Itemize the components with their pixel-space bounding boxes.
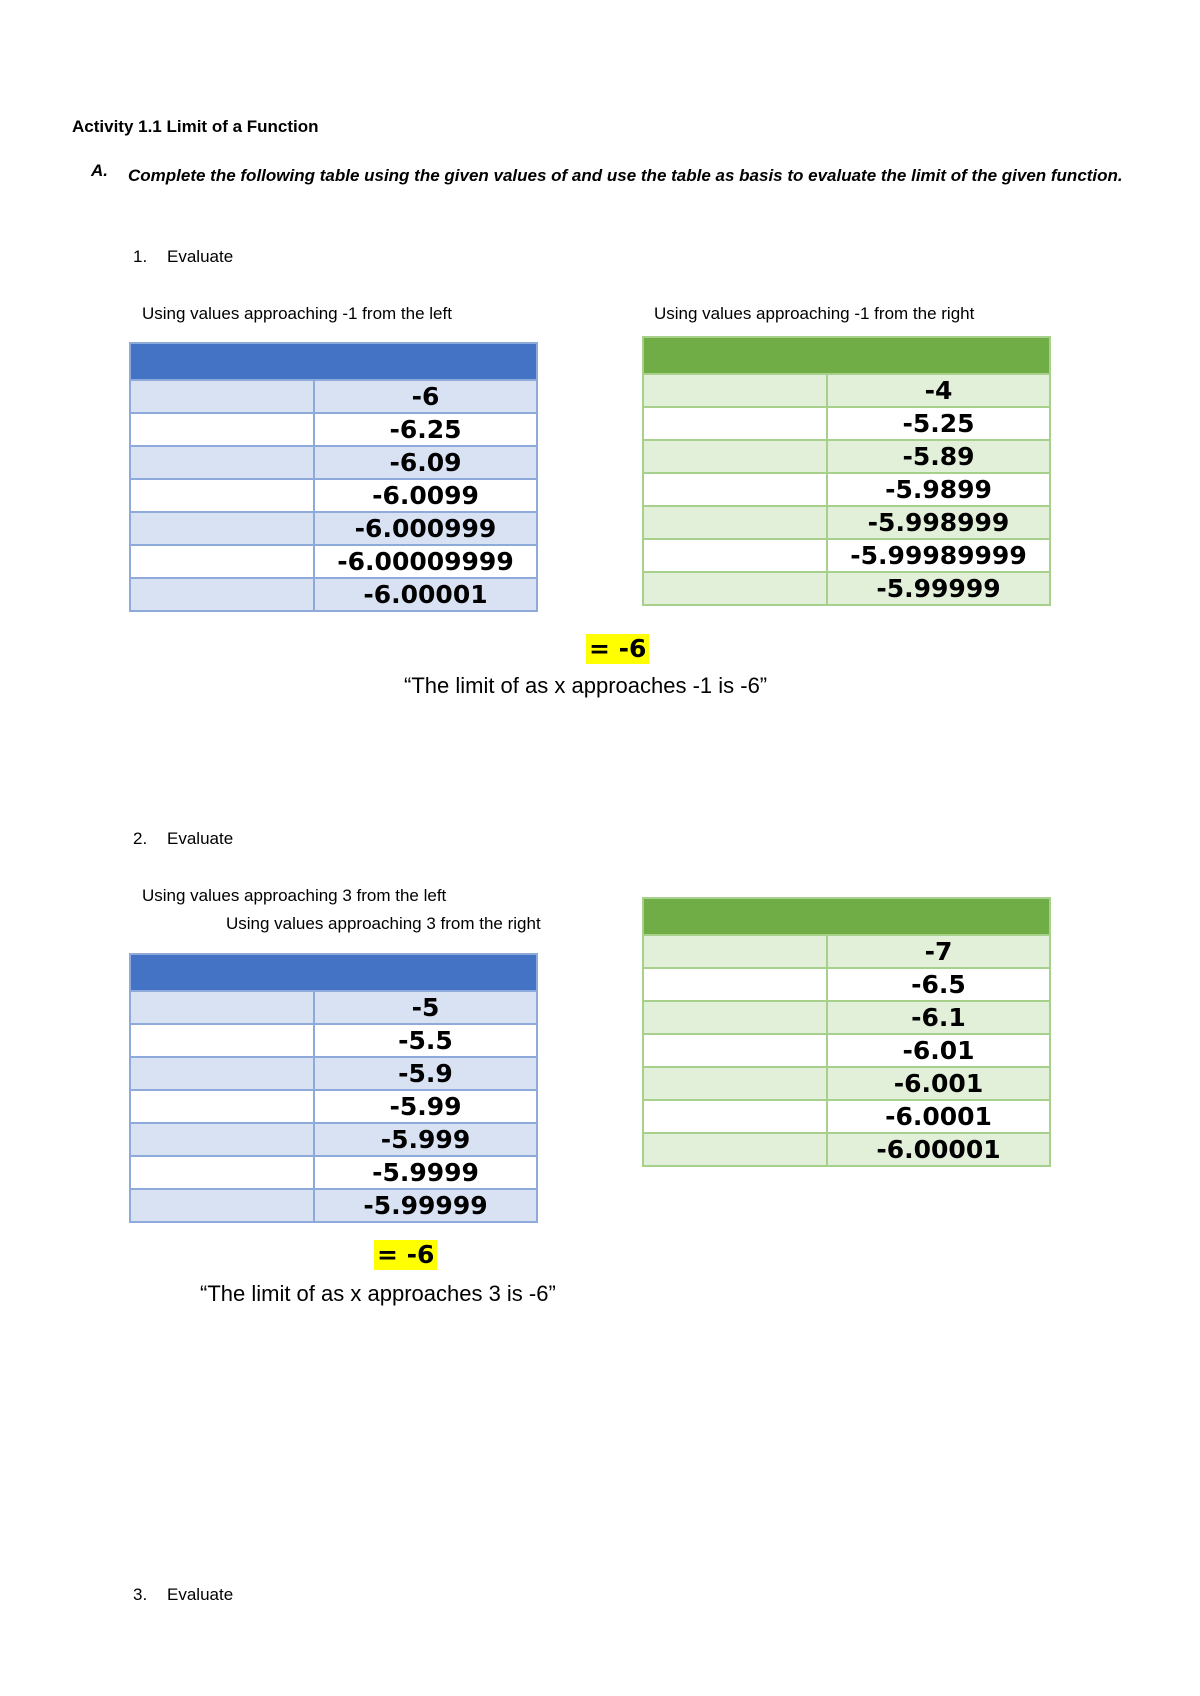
fx-cell: -5.9899 — [827, 473, 1050, 506]
fx-cell: -6.5 — [827, 968, 1050, 1001]
problem-label: Evaluate — [167, 829, 234, 848]
table-row — [643, 1001, 1050, 1034]
x-cell — [643, 1067, 827, 1100]
fx-cell: -5.99999 — [314, 1189, 537, 1222]
table-header-row — [130, 343, 537, 380]
x-cell — [130, 1189, 314, 1222]
fx-cell: -5.5 — [314, 1024, 537, 1057]
table-row — [643, 935, 1050, 968]
fx-cell: -6.00001 — [827, 1133, 1050, 1166]
header-cell-x — [643, 337, 827, 374]
table-row — [130, 1057, 537, 1090]
table-row — [130, 413, 537, 446]
left-caption: Using values approaching 3 from the left — [142, 886, 447, 905]
x-cell — [130, 991, 314, 1024]
x-cell — [643, 1100, 827, 1133]
header-cell-fx — [314, 954, 537, 991]
x-cell — [643, 935, 827, 968]
fx-cell: -6.00009999 — [314, 545, 537, 578]
table-row — [643, 539, 1050, 572]
table-row — [130, 1123, 537, 1156]
right-caption: Using values approaching -1 from the right — [654, 304, 975, 323]
x-cell — [643, 539, 827, 572]
x-cell — [643, 473, 827, 506]
table-row — [130, 380, 537, 413]
fx-cell: -6.01 — [827, 1034, 1050, 1067]
table-row — [130, 1024, 537, 1057]
table-row — [130, 545, 537, 578]
header-cell-x — [130, 954, 314, 991]
table-row — [643, 473, 1050, 506]
fx-cell: -6.000999 — [314, 512, 537, 545]
table-row — [643, 506, 1050, 539]
header-cell-x — [643, 898, 827, 935]
x-cell — [643, 572, 827, 605]
table-row — [130, 446, 537, 479]
header-cell-fx — [827, 898, 1050, 935]
problem-label: Evaluate — [167, 247, 234, 266]
table-row — [130, 1189, 537, 1222]
fx-cell: -6.0001 — [827, 1100, 1050, 1133]
x-cell — [130, 1156, 314, 1189]
x-cell — [643, 440, 827, 473]
table-row — [130, 512, 537, 545]
problem-number: 3. — [133, 1585, 148, 1604]
table-row — [643, 1100, 1050, 1133]
limit-conclusion: “The limit of as x approaches 3 is -6” — [200, 1281, 556, 1306]
x-cell — [643, 506, 827, 539]
problem-1-heading — [133, 247, 233, 267]
part-a-letter: A. — [91, 161, 108, 180]
table-row — [643, 1133, 1050, 1166]
x-cell — [130, 1090, 314, 1123]
limit-conclusion: “The limit of as x approaches -1 is -6” — [404, 673, 768, 698]
fx-cell: -6.25 — [314, 413, 537, 446]
fx-cell: -7 — [827, 935, 1050, 968]
fx-cell: -5 — [314, 991, 537, 1024]
fx-cell: -4 — [827, 374, 1050, 407]
table-row — [643, 440, 1050, 473]
fx-cell: -5.9999 — [314, 1156, 537, 1189]
x-cell — [643, 407, 827, 440]
fx-cell: -5.99989999 — [827, 539, 1050, 572]
table-row — [643, 407, 1050, 440]
fx-cell: -6.00001 — [314, 578, 537, 611]
x-cell — [643, 1034, 827, 1067]
activity-title: Activity 1.1 Limit of a Function — [72, 117, 319, 136]
table-row — [130, 1090, 537, 1123]
fx-cell: -5.89 — [827, 440, 1050, 473]
table-row — [643, 968, 1050, 1001]
x-cell — [130, 446, 314, 479]
fx-cell: -6.0099 — [314, 479, 537, 512]
x-cell — [130, 578, 314, 611]
x-cell — [130, 1024, 314, 1057]
right-values-table — [642, 336, 1051, 606]
table-row — [643, 1034, 1050, 1067]
fx-cell: -5.25 — [827, 407, 1050, 440]
fx-cell: -5.998999 — [827, 506, 1050, 539]
fx-cell: -6.09 — [314, 446, 537, 479]
table-row — [130, 479, 537, 512]
limit-result: = -6 — [374, 1240, 437, 1270]
fx-cell: -5.999 — [314, 1123, 537, 1156]
table-header-row — [130, 954, 537, 991]
problem-2-heading — [133, 829, 233, 849]
table-row — [643, 374, 1050, 407]
right-values-table — [642, 897, 1051, 1167]
x-cell — [130, 413, 314, 446]
right-caption: Using values approaching 3 from the right — [226, 914, 541, 933]
table-row — [643, 572, 1050, 605]
fx-cell: -5.9 — [314, 1057, 537, 1090]
table-header-row — [643, 898, 1050, 935]
problem-label: Evaluate — [167, 1585, 234, 1604]
left-values-table — [129, 342, 538, 612]
x-cell — [130, 545, 314, 578]
x-cell — [643, 1133, 827, 1166]
left-values-table — [129, 953, 538, 1223]
table-row — [130, 1156, 537, 1189]
x-cell — [130, 512, 314, 545]
fx-cell: -5.99999 — [827, 572, 1050, 605]
x-cell — [130, 1123, 314, 1156]
fx-cell: -5.99 — [314, 1090, 537, 1123]
table-row — [643, 1067, 1050, 1100]
x-cell — [130, 479, 314, 512]
problem-3-heading — [133, 1585, 233, 1605]
problem-number: 1. — [133, 247, 148, 266]
table-row — [130, 578, 537, 611]
limit-result: = -6 — [586, 634, 649, 664]
part-a-instruction: Complete the following table using the given values of and use the table as basis to evaluate the limit of the given function. — [128, 166, 1123, 185]
header-cell-fx — [827, 337, 1050, 374]
x-cell — [643, 968, 827, 1001]
x-cell — [643, 1001, 827, 1034]
table-header-row — [643, 337, 1050, 374]
header-cell-fx — [314, 343, 537, 380]
problem-number: 2. — [133, 829, 148, 848]
x-cell — [130, 380, 314, 413]
table-row — [130, 991, 537, 1024]
fx-cell: -6.001 — [827, 1067, 1050, 1100]
header-cell-x — [130, 343, 314, 380]
x-cell — [643, 374, 827, 407]
fx-cell: -6 — [314, 380, 537, 413]
x-cell — [130, 1057, 314, 1090]
left-caption: Using values approaching -1 from the left — [142, 304, 452, 323]
fx-cell: -6.1 — [827, 1001, 1050, 1034]
